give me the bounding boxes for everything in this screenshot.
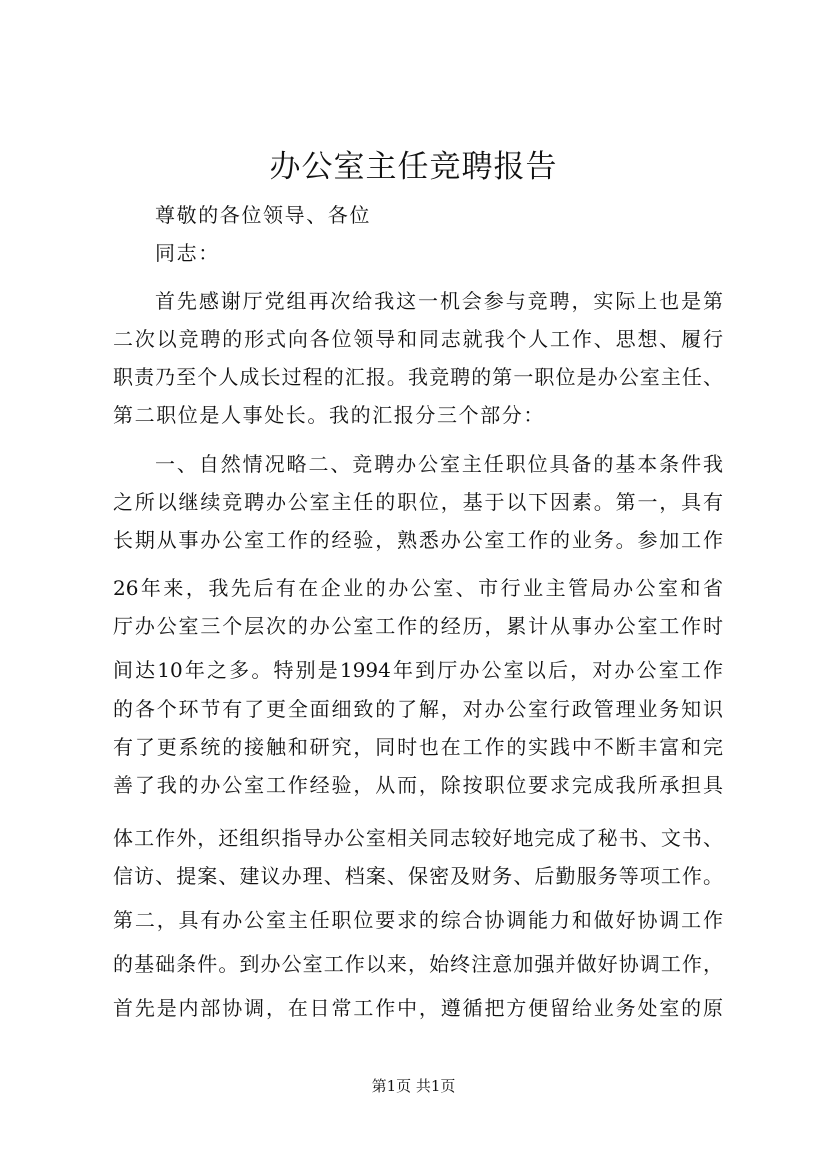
salutation-line-2: 同志： [155,241,220,265]
body-line: 第二职位是人事处长。我的汇报分三个部分： [113,403,545,427]
body-line: 有了更系统的接触和研究，同时也在工作的实践中不断丰富和完 [113,735,723,759]
body-line: 的各个环节有了更全面细致的了解，对办公室行政管理业务知识 [113,697,723,721]
body-line: 26年来，我先后有在企业的办公室、市行业主管局办公室和省 [113,576,723,600]
body-line: 一、自然情况略二、竞聘办公室主任职位具备的基本条件我 [155,452,723,476]
salutation-line-1: 尊敬的各位领导、各位 [155,203,371,227]
page-footer: 第1页 共1页 [371,1077,456,1095]
body-line: 长期从事办公室工作的经验，熟悉办公室工作的业务。参加工作 [113,528,723,552]
body-line: 首先感谢厅党组再次给我这一机会参与竞聘，实际上也是第 [155,289,723,313]
body-line: 善了我的办公室工作经验，从而，除按职位要求完成我所承担具 [113,773,723,797]
body-line: 信访、提案、建议办理、档案、保密及财务、后勤服务等项工作。 [113,864,723,888]
document-title: 办公室主任竞聘报告 [269,149,558,185]
body-line: 首先是内部协调，在日常工作中，遵循把方便留给业务处室的原 [113,996,723,1020]
body-line: 体工作外，还组织指导办公室相关同志较好地完成了秘书、文书、 [113,826,723,850]
body-line: 二次以竞聘的形式向各位领导和同志就我个人工作、思想、履行 [113,327,723,351]
body-line: 的基础条件。到办公室工作以来，始终注意加强并做好协调工作， [113,952,723,976]
body-line: 厅办公室三个层次的办公室工作的经历，累计从事办公室工作时 [113,614,723,638]
body-line: 第二，具有办公室主任职位要求的综合协调能力和做好协调工作 [113,908,723,932]
body-line: 间达10年之多。特别是1994年到厅办公室以后，对办公室工作 [113,658,723,682]
body-line: 之所以继续竞聘办公室主任的职位，基于以下因素。第一，具有 [113,490,723,514]
body-line: 职责乃至个人成长过程的汇报。我竞聘的第一职位是办公室主任、 [113,365,723,389]
